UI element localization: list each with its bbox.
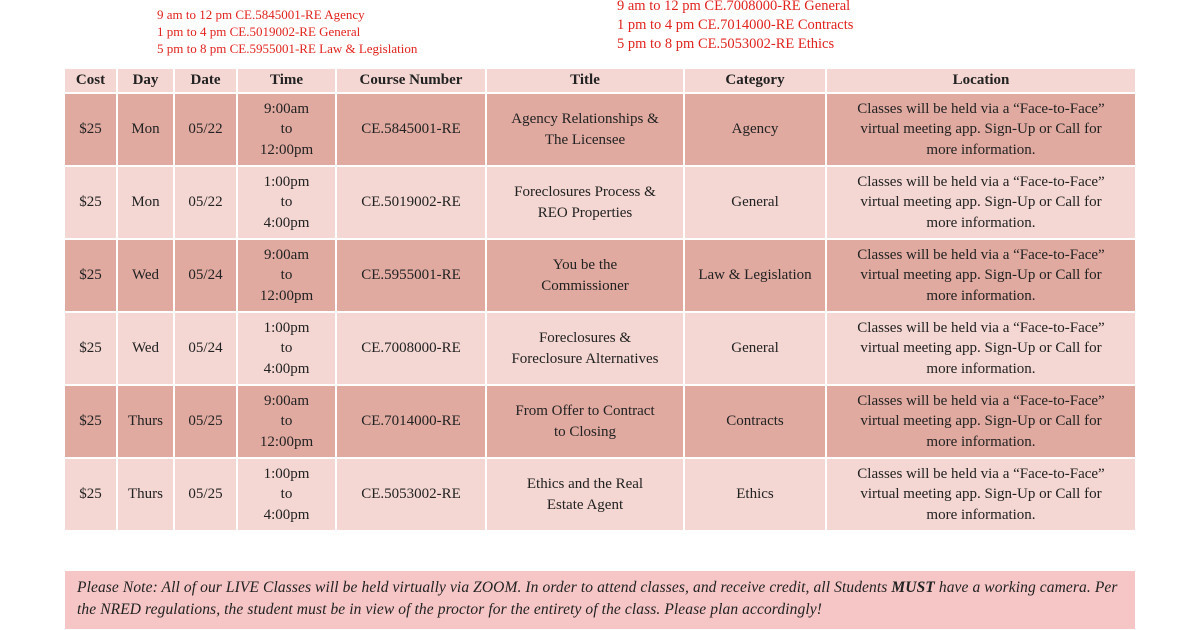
notice-text: Please Note: All of our LIVE Classes will be held virtually via ZOOM. In order to attend classes, and receive credit, all Students	[77, 579, 892, 596]
location-line: more information.	[926, 433, 1036, 450]
title-line: Commissioner	[541, 277, 629, 294]
time-end: 4:00pm	[263, 506, 310, 523]
location-cell	[827, 167, 1135, 238]
notice-emphasis: MUST	[891, 579, 935, 596]
title-cell	[487, 459, 683, 530]
location-line: virtual meeting app. Sign-Up or Call for	[860, 486, 1102, 503]
time-sep: to	[280, 340, 293, 357]
cost-cell: $25	[65, 94, 116, 165]
location-line: virtual meeting app. Sign-Up or Call for	[860, 194, 1102, 211]
header-cost: Cost	[65, 69, 116, 92]
time-end: 12:00pm	[259, 141, 314, 158]
location-line: virtual meeting app. Sign-Up or Call for	[860, 267, 1102, 284]
time-start: 9:00am	[264, 392, 309, 409]
location-line: more information.	[926, 506, 1036, 523]
time-sep: to	[280, 267, 293, 284]
location-line: more information.	[926, 360, 1036, 377]
title-cell	[487, 94, 683, 165]
title-line: Estate Agent	[546, 496, 624, 513]
time-cell	[238, 167, 335, 238]
category-cell: Agency	[685, 94, 825, 165]
header-course-number: Course Number	[337, 69, 485, 92]
header-time: Time	[238, 69, 335, 92]
time-start: 1:00pm	[263, 319, 310, 336]
table-row	[65, 459, 1135, 530]
title-line: Agency Relationships &	[511, 111, 659, 127]
day-cell: Wed	[118, 240, 173, 311]
time-sep: to	[280, 486, 293, 503]
title-cell	[487, 313, 683, 384]
location-line: Classes will be held via a “Face-to-Face”	[857, 173, 1105, 190]
title-line: Foreclosure Alternatives	[511, 350, 659, 367]
time-start: 9:00am	[264, 246, 309, 263]
cost-cell: $25	[65, 313, 116, 384]
location-line: Classes will be held via a “Face-to-Face”	[857, 319, 1105, 336]
category-cell: General	[685, 167, 825, 238]
location-line: Classes will be held via a “Face-to-Face”	[857, 246, 1105, 263]
time-end: 12:00pm	[259, 287, 314, 304]
title-line: REO Properties	[537, 204, 633, 221]
course-number-cell: CE.7014000-RE	[337, 386, 485, 457]
category-cell: Contracts	[685, 386, 825, 457]
class-schedule-table	[63, 67, 1137, 532]
header-title: Title	[487, 69, 683, 92]
day-cell: Mon	[118, 167, 173, 238]
schedule-summary-right	[617, 0, 853, 54]
time-cell	[238, 459, 335, 530]
summary-line: 5 pm to 8 pm CE.5955001-RE Law & Legislation	[157, 41, 418, 56]
title-cell	[487, 386, 683, 457]
header-day: Day	[118, 69, 173, 92]
time-sep: to	[280, 121, 293, 138]
title-line: You be the	[552, 257, 618, 273]
date-cell: 05/22	[175, 167, 236, 238]
title-line: Foreclosures Process &	[514, 184, 656, 200]
date-cell: 05/24	[175, 313, 236, 384]
table-header-row	[65, 69, 1135, 92]
day-cell: Thurs	[118, 459, 173, 530]
header-location: Location	[827, 69, 1135, 92]
summary-line: 5 pm to 8 pm CE.5053002-RE Ethics	[617, 36, 835, 52]
title-line: Ethics and the Real	[526, 476, 644, 492]
title-cell	[487, 240, 683, 311]
time-end: 4:00pm	[263, 360, 310, 377]
location-cell	[827, 386, 1135, 457]
location-line: more information.	[926, 287, 1036, 304]
course-number-cell: CE.5955001-RE	[337, 240, 485, 311]
summary-line: 1 pm to 4 pm CE.7014000-RE Contracts	[617, 17, 854, 33]
course-number-cell: CE.7008000-RE	[337, 313, 485, 384]
title-cell	[487, 167, 683, 238]
time-end: 12:00pm	[259, 433, 314, 450]
date-cell: 05/24	[175, 240, 236, 311]
date-cell: 05/22	[175, 94, 236, 165]
header-category: Category	[685, 69, 825, 92]
course-number-cell: CE.5019002-RE	[337, 167, 485, 238]
day-cell: Thurs	[118, 386, 173, 457]
cost-cell: $25	[65, 386, 116, 457]
category-cell: Ethics	[685, 459, 825, 530]
cost-cell: $25	[65, 459, 116, 530]
time-cell	[238, 240, 335, 311]
title-line: Foreclosures &	[538, 330, 632, 346]
time-sep: to	[280, 413, 293, 430]
time-start: 9:00am	[264, 100, 309, 117]
location-line: virtual meeting app. Sign-Up or Call for	[860, 121, 1102, 138]
summary-line: 9 am to 12 pm CE.7008000-RE General	[617, 0, 851, 14]
location-cell	[827, 94, 1135, 165]
date-cell: 05/25	[175, 386, 236, 457]
date-cell: 05/25	[175, 459, 236, 530]
time-cell	[238, 94, 335, 165]
table-row	[65, 313, 1135, 384]
notice-text: have a working camera. Per the NRED regulations, the student must be in view of the proctor for the entirety of the class. Please plan accordingly!	[77, 579, 1118, 618]
zoom-camera-notice	[65, 571, 1135, 629]
summary-line: 9 am to 12 pm CE.5845001-RE Agency	[157, 7, 365, 22]
location-line: Classes will be held via a “Face-to-Face”	[857, 392, 1105, 409]
time-sep: to	[280, 194, 293, 211]
table-row	[65, 386, 1135, 457]
course-number-cell: CE.5845001-RE	[337, 94, 485, 165]
location-line: virtual meeting app. Sign-Up or Call for	[860, 413, 1102, 430]
time-start: 1:00pm	[263, 465, 310, 482]
location-line: Classes will be held via a “Face-to-Face”	[857, 100, 1105, 117]
course-number-cell: CE.5053002-RE	[337, 459, 485, 530]
time-cell	[238, 386, 335, 457]
location-line: Classes will be held via a “Face-to-Face”	[857, 465, 1105, 482]
summary-line: 1 pm to 4 pm CE.5019002-RE General	[157, 24, 361, 39]
title-line: The Licensee	[544, 131, 626, 148]
category-cell: Law & Legislation	[685, 240, 825, 311]
title-line: to Closing	[553, 423, 617, 440]
table-row	[65, 94, 1135, 165]
cost-cell: $25	[65, 240, 116, 311]
time-cell	[238, 313, 335, 384]
location-cell	[827, 313, 1135, 384]
header-date: Date	[175, 69, 236, 92]
day-cell: Mon	[118, 94, 173, 165]
day-cell: Wed	[118, 313, 173, 384]
location-line: more information.	[926, 214, 1036, 231]
location-line: more information.	[926, 141, 1036, 158]
location-line: virtual meeting app. Sign-Up or Call for	[860, 340, 1102, 357]
time-start: 1:00pm	[263, 173, 310, 190]
schedule-summary-left	[157, 6, 417, 57]
cost-cell: $25	[65, 167, 116, 238]
location-cell	[827, 240, 1135, 311]
time-end: 4:00pm	[263, 214, 310, 231]
table-row	[65, 167, 1135, 238]
title-line: From Offer to Contract	[515, 403, 655, 419]
category-cell: General	[685, 313, 825, 384]
table-row	[65, 240, 1135, 311]
location-cell	[827, 459, 1135, 530]
